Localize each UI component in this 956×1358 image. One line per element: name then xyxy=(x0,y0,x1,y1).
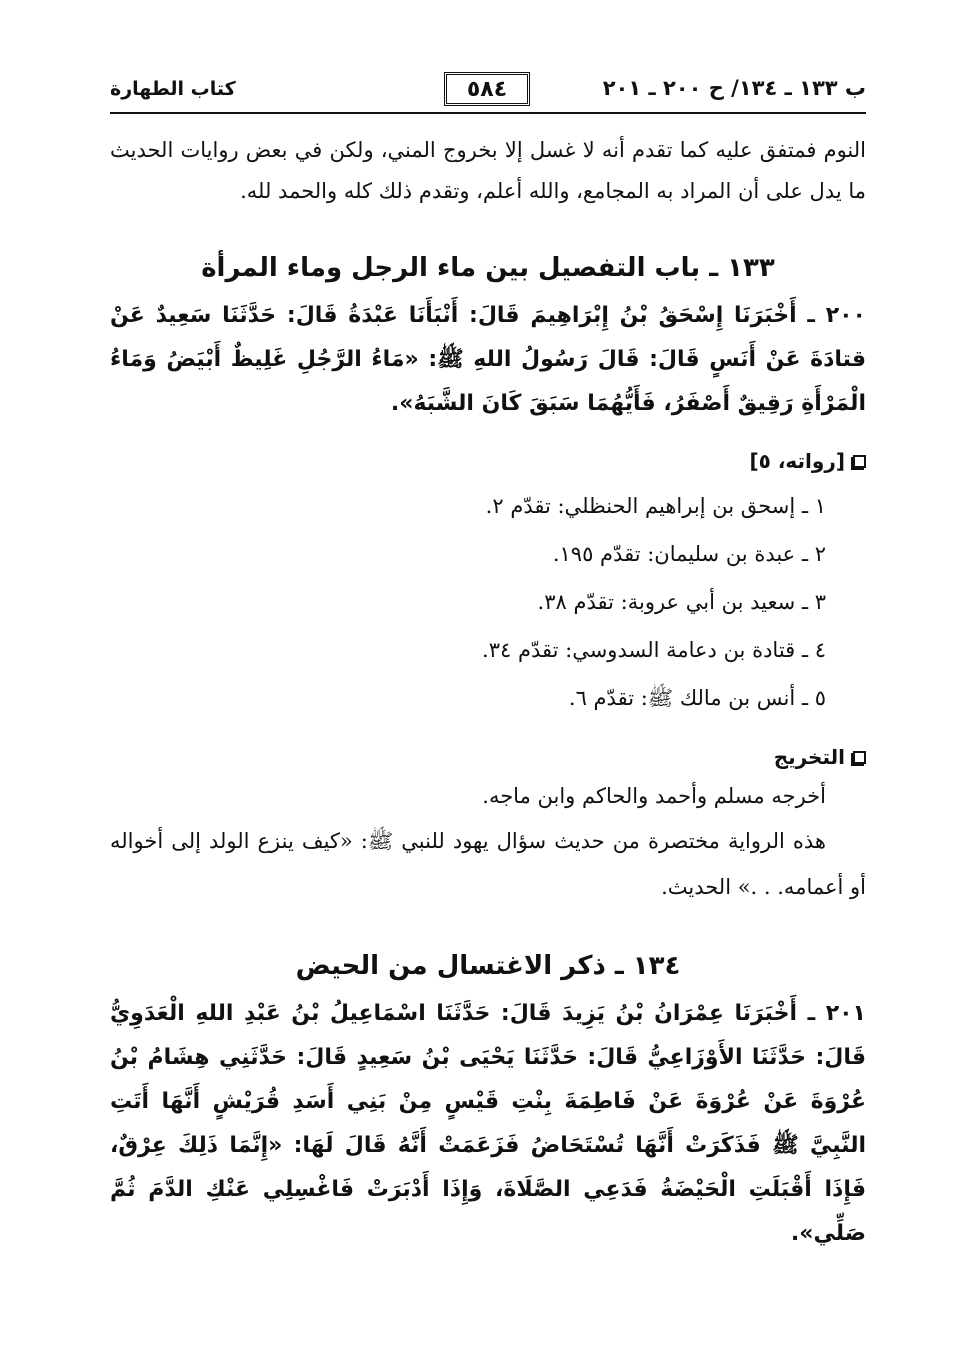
takhrij-heading xyxy=(110,740,866,774)
checkbox-square-icon xyxy=(853,751,866,764)
takhrij-heading-label: التخريج xyxy=(773,745,845,769)
chapter-134-title: ١٣٤ ـ ذكر الاغتسال من الحيض xyxy=(295,951,681,981)
header-reference: ب ١٣٣ ـ ١٣٤/ ح ٢٠٠ ـ ٢٠١ xyxy=(602,76,866,100)
list-item: ٤ ـ قتادة بن دعامة السدوسي: تقدّم ٣٤. xyxy=(482,638,826,662)
intro-paragraph: النوم فمتفق عليه كما تقدم أنه لا غسل إلا بخروج المني، ولكن في بعض روايات الحديث ما يدل على أن المراد به المجامع، والله أعلم، وتقدم ذلك كله والحمد لله. xyxy=(110,138,866,203)
list-item: ١ ـ إسحق بن إبراهيم الحنظلي: تقدّم ٢. xyxy=(485,494,826,518)
takhrij-note: هذه الرواية مختصرة من حديث سؤال يهود للنبي ﷺ: «كيف ينزع الولد إلى أخواله أو أعمامه. . .» الحديث. xyxy=(110,829,866,899)
list-item: ٢ ـ عبدة بن سليمان: تقدّم ١٩٥. xyxy=(552,542,826,566)
hadith-201: ٢٠١ ـ أَخْبَرَنَا عِمْرَانُ بْنُ يَزِيدَ قَالَ: حَدَّثَنَا اسْمَاعِيلُ بْنُ عَبْدِ اللهِ الْعَدَوِيُّ قَالَ: حَدَّثَنَا الأَوْزَاعِيُّ قَالَ: حَدَّثَنَا يَحْيَى بْنُ سَعِيدٍ قَالَ: حَدَّثَنِي هِشَامُ بْنُ عُرْوَةَ عَنْ عُرْوَةَ عَنْ فَاطِمَةَ بِنْتِ قَيْسٍ مِنْ بَنِي أَسَدِ قُرَيْشٍ أَنَّهَا أَتَتِ النَّبِيَّ ﷺ فَذَكَرَتْ أَنَّهَا تُسْتَحَاضُ فَزَعَمَتْ أَنَّهُ قَالَ لَهَا: «إِنَّمَا ذَلِكَ عِرْقٌ، فَإِذَا أَقْبَلَتِ الْحَيْضَةُ فَدَعِي الصَّلَاةَ، وَإِذَا أَدْبَرَتْ فَاغْسِلِي عَنْكِ الدَّمَ ثُمَّ صَلِّي». xyxy=(110,1001,866,1246)
narrators-heading xyxy=(110,444,866,478)
chapter-133-title: ١٣٣ ـ باب التفصيل بين ماء الرجل وماء المرأة xyxy=(201,253,775,283)
list-item: ٥ ـ أنس بن مالك ﷺ: تقدّم ٦. xyxy=(568,686,826,710)
page-content xyxy=(110,130,866,1256)
header-divider xyxy=(110,112,866,114)
hadith-200: ٢٠٠ ـ أَخْبَرَنَا إِسْحَقُ بْنُ إِبْرَاهِيمَ قَالَ: أَنْبَأَنَا عَبْدَةُ قَالَ: حَدَّثَنَا سَعِيدٌ عَنْ قتادَةَ عَنْ أَنَسٍ قَالَ: قَالَ رَسُولُ اللهِ ﷺ: «مَاءُ الرَّجُلِ غَلِيظٌ أَبْيَضُ وَمَاءُ الْمَرْأَةِ رَقِيقٌ أَصْفَرُ، فَأَيُّهُمَا سَبَقَ كَانَ الشَّبَهُ». xyxy=(110,303,866,416)
running-header xyxy=(110,72,866,112)
header-book-title: كتاب الطهارة xyxy=(110,78,236,100)
list-item: ٣ ـ سعيد بن أبي عروبة: تقدّم ٣٨. xyxy=(537,590,826,614)
page-number: ٥٨٤ xyxy=(466,76,508,102)
narrators-list xyxy=(110,482,866,722)
page-number-box xyxy=(444,72,530,106)
takhrij-sources: أخرجه مسلم وأحمد والحاكم وابن ماجه. xyxy=(482,784,826,808)
narrators-heading-label: [رواته، ٥] xyxy=(749,449,845,473)
checkbox-square-icon xyxy=(853,455,866,468)
